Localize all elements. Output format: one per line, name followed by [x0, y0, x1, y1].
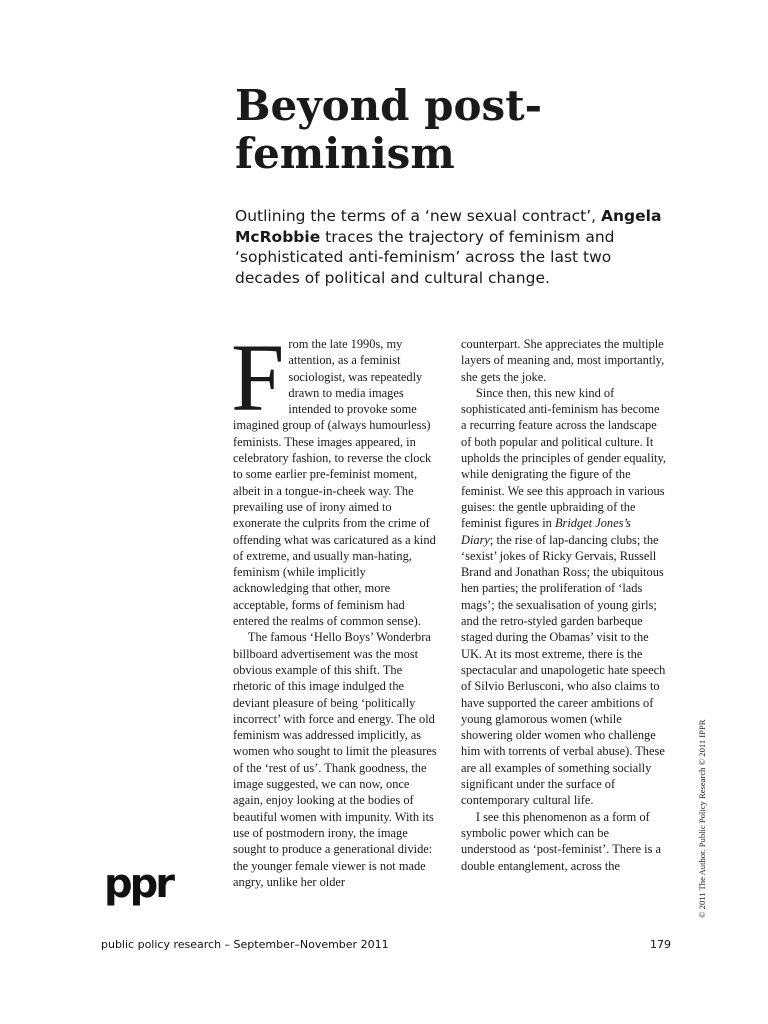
paragraph: I see this phenomenon as a form of symbolic power which can be understood as ‘post-feminist’. There is a double entanglement, across the [461, 809, 662, 873]
paragraph-text: rom the late 1990s, my attention, as a feminist sociologist, was repeatedly drawn to media images intended to provoke some imagined group of (always humourless) feminists. These images appeared, in celebratory fashion, to reverse the clock to some earlier pre-feminist moment, albeit in a tongue-in-cheek way. The prevailing use of irony aimed to exonerate the culprits from the crime of offending what was caricatured as a kind of extreme, and usually man-hating, feminism (while implicitly acknowledging that other, more acceptable, forms of feminism had entered the realms of common sense). [233, 337, 436, 629]
article-standfirst [235, 206, 680, 288]
ppr-logo: ppr [104, 861, 172, 907]
standfirst-rest: traces the trajectory of feminism and ‘sophisticated anti-feminism’ across the last two decades of political and cultural change. [235, 227, 615, 287]
drop-cap: F [231, 324, 285, 431]
author-name: Angela McRobbie [235, 207, 662, 246]
paragraph [231, 324, 438, 629]
page-number: 179 [650, 938, 671, 951]
paragraph-text: ; the rise of lap-dancing clubs; the ‘sexist’ jokes of Ricky Gervais, Russell Brand and Jonathan Ross; the ubiquitous hen parties; the proliferation of ‘lads mags’; the sexualisation of young girls; and the retro-styled garden barbeque staged during the Obamas’ visit to the UK. At its most extreme, there is the spectacular and unapologetic hate speech of Silvio Berlusconi, who also claims to have supported the career ambitions of young glamorous women (while showering older women who challenge him with torrents of verbal abuse). These are all examples of something socially significant under the surface of contemporary cultural life. [461, 532, 666, 808]
copyright-notice: © 2011 The Author. Public Policy Research © 2011 IPPR [697, 719, 707, 918]
paragraph: The famous ‘Hello Boys’ Wonderbra billboard advertisement was the most obvious example of this shift. The rhetoric of this image indulged the deviant pleasure of being ‘politically incorrect’ with force and energy. The old feminism was addressed implicitly, as women who sought to limit the pleasures of the ‘rest of us’. Thank goodness, the image suggested, we can now, once again, enjoy looking at the bodies of beautiful women with impunity. With its use of postmodern irony, the image sought to produce a generational divide: the younger female viewer is not made angry, unlike her older [233, 630, 437, 889]
paragraph: counterpart. She appreciates the multiple layers of meaning and, most importantly, she gets the joke. [461, 337, 665, 384]
standfirst-intro: Outlining the terms of a ‘new sexual contract’, [235, 207, 602, 225]
body-column-1 [231, 324, 438, 890]
paragraph [461, 385, 666, 809]
book-title: Bridget Jones’s Diary [461, 516, 631, 547]
body-column-2 [461, 336, 666, 874]
footer-journal-info: public policy research – September–November 2011 [101, 938, 389, 951]
article-title: Beyond post-feminism [235, 81, 543, 178]
paragraph-text: Since then, this new kind of sophisticated anti-feminism has become a recurring feature across the landscape of both popular and political culture. It upholds the principles of gender equality, while denigrating the figure of the feminist. We see this approach in various guises: the gentle upbraiding of the feminist figures in [461, 385, 666, 531]
